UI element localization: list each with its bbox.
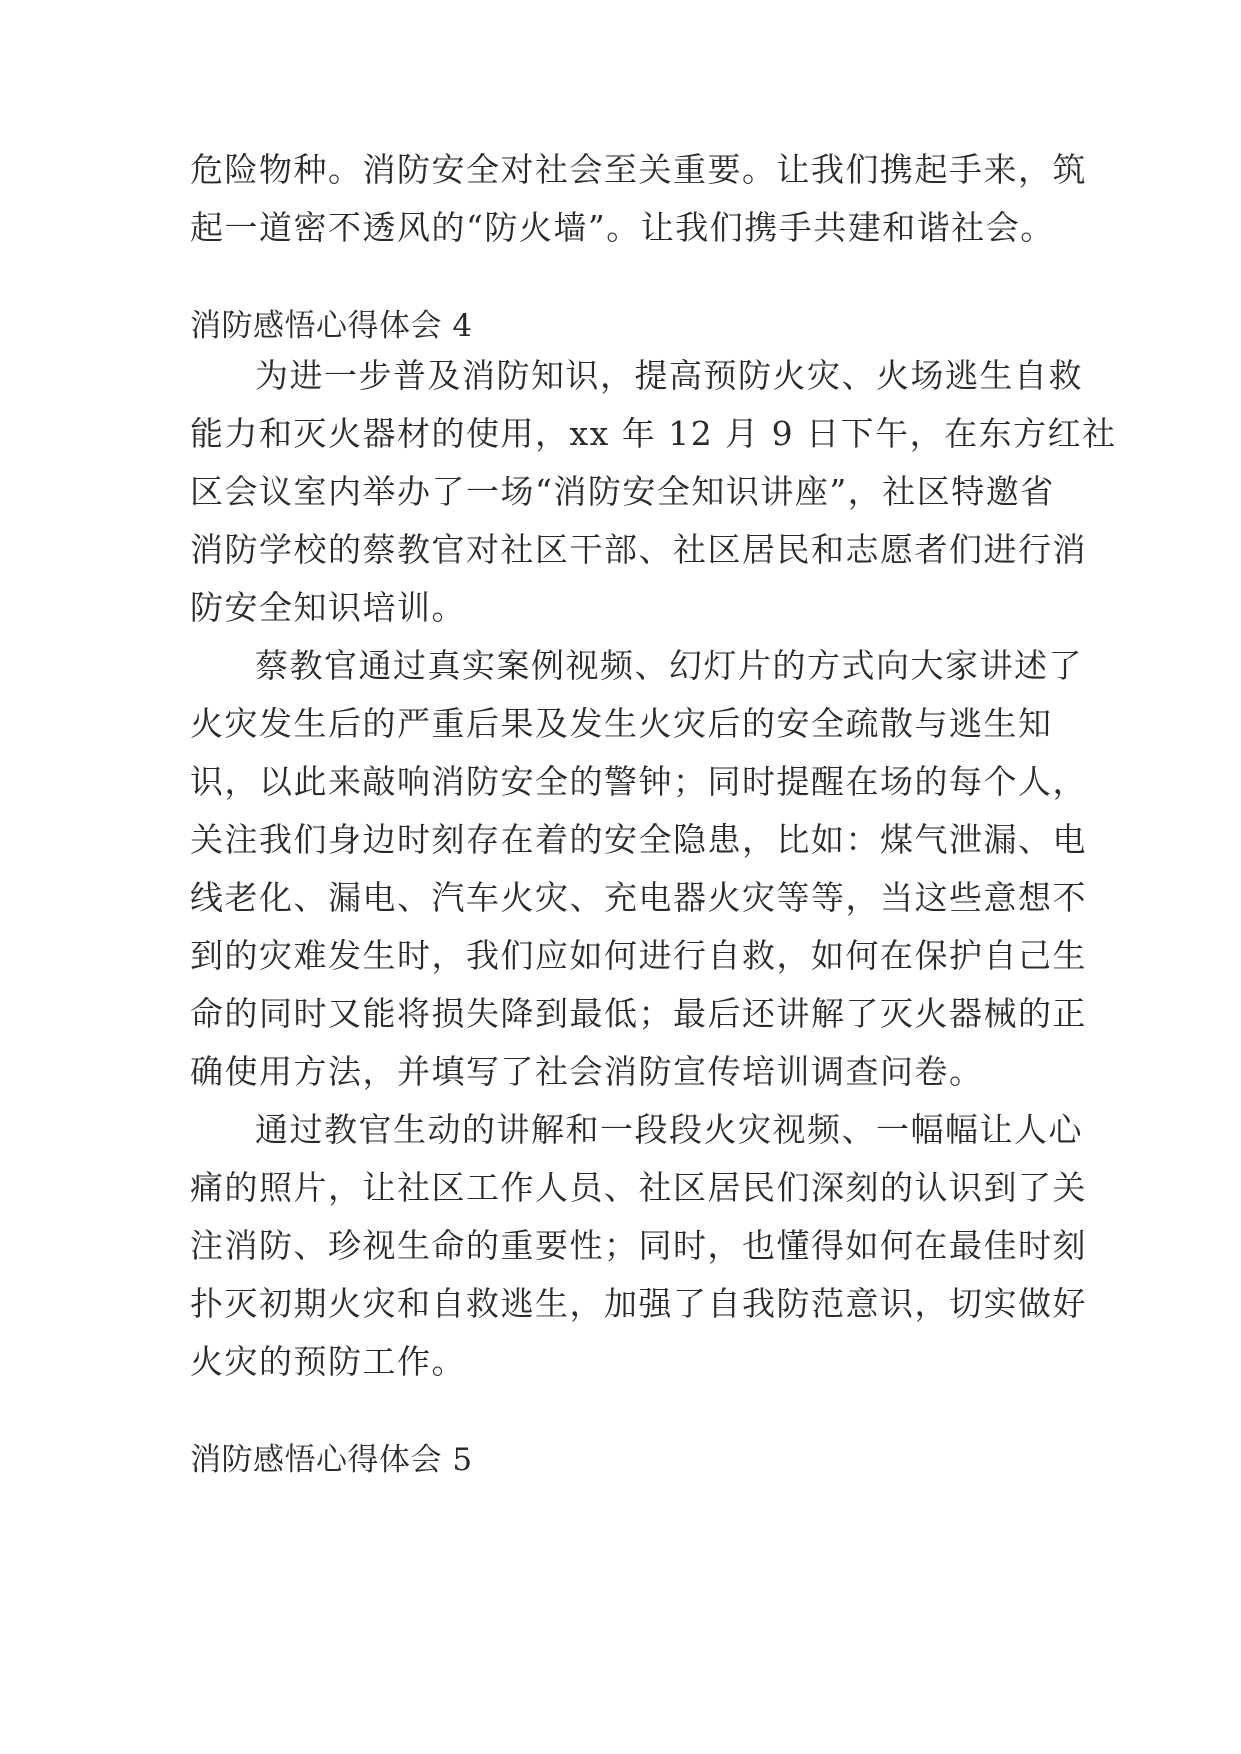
text-line: 命的同时又能将损失降到最低；最后还讲解了灭火器械的正 bbox=[190, 994, 1087, 1033]
text-line: 防安全知识培训。 bbox=[190, 588, 466, 627]
text-line: 起一道密不透风的“防火墙”。让我们携手共建和谐社会。 bbox=[190, 208, 1055, 247]
text-line: 蔡教官通过真实案例视频、幻灯片的方式向大家讲述了 bbox=[255, 646, 1083, 685]
text-line: 注消防、珍视生命的重要性；同时，也懂得如何在最佳时刻 bbox=[190, 1226, 1087, 1265]
text-line: 线老化、漏电、汽车火灾、充电器火灾等等，当这些意想不 bbox=[190, 878, 1087, 917]
text-line: 识，以此来敲响消防安全的警钟；同时提醒在场的每个人， bbox=[190, 762, 1087, 801]
text-line: 区会议室内举办了一场“消防安全知识讲座”，社区特邀省 bbox=[190, 472, 1055, 511]
text-line: 消防学校的蔡教官对社区干部、社区居民和志愿者们进行消 bbox=[190, 530, 1087, 569]
text-line: 痛的照片，让社区工作人员、社区居民们深刻的认识到了关 bbox=[190, 1168, 1087, 1207]
section-heading: 消防感悟心得体会 5 bbox=[190, 1442, 473, 1478]
section-heading: 消防感悟心得体会 4 bbox=[190, 308, 473, 344]
text-line: 危险物种。消防安全对社会至关重要。让我们携起手来，筑 bbox=[190, 150, 1087, 189]
text-line: 为进一步普及消防知识，提高预防火灾、火场逃生自救 bbox=[255, 356, 1083, 395]
text-line: 确使用方法，并填写了社会消防宣传培训调查问卷。 bbox=[190, 1052, 984, 1091]
text-line: 通过教官生动的讲解和一段段火灾视频、一幅幅让人心 bbox=[255, 1110, 1083, 1149]
text-line: 关注我们身边时刻存在着的安全隐患，比如：煤气泄漏、电 bbox=[190, 820, 1087, 859]
text-line: 扑灭初期火灾和自救逃生，加强了自我防范意识，切实做好 bbox=[190, 1284, 1087, 1323]
text-line: 能力和灭火器材的使用，xx 年 12 月 9 日下午，在东方红社 bbox=[190, 414, 1117, 453]
text-line: 火灾的预防工作。 bbox=[190, 1342, 466, 1381]
text-line: 火灾发生后的严重后果及发生火灾后的安全疏散与逃生知 bbox=[190, 704, 1053, 743]
text-line: 到的灾难发生时，我们应如何进行自救，如何在保护自己生 bbox=[190, 936, 1087, 975]
